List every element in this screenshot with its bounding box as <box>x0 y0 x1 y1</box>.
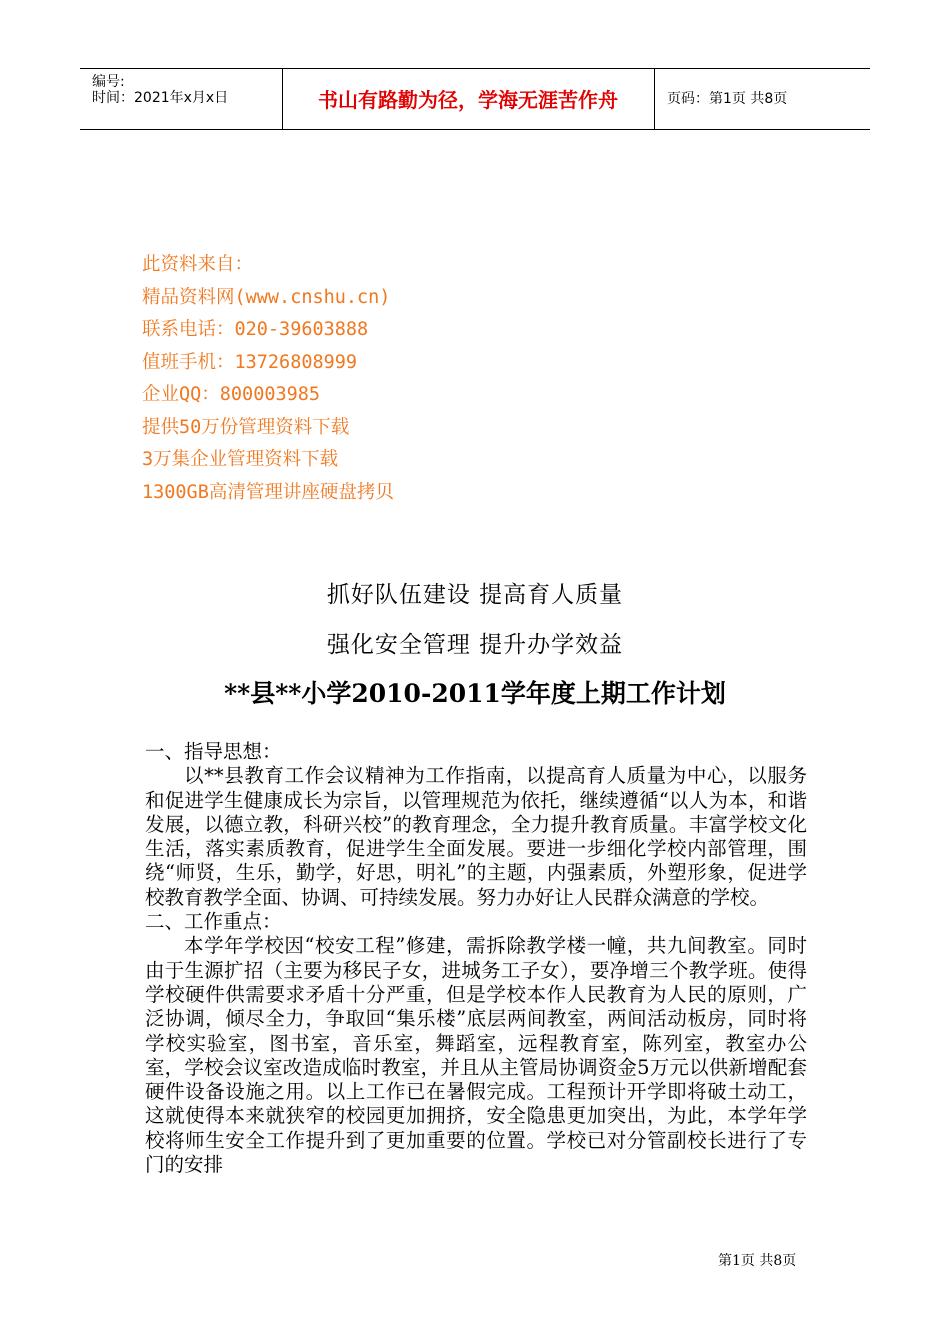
section-paragraph: 本学年学校因“校安工程”修建，需拆除教学楼一幢，共九间教室。同时由于生源扩招（主要为移民子女，进城务工子女），要净增三个教学班。使得学校硬件供需要求矛盾十分严重，但是学校本作人民教育为人民的原则，广泛协调，倾尽全力，争取回“集乐楼”底层两间教室，两间活动板房，同时将学校实验室，图书室，音乐室，舞蹈室，远程教育室，陈列室，教室办公室，学校会议室改造成临时教室，并且从主管局协调资金5万元以供新增配套硬件设备设施之用。以上工作已在暑假完成。工程预计开学即将破土动工，这就使得本来就狭窄的校园更加拥挤，安全隐患更加突出，为此，本学年学校将师生安全工作提升到了更加重要的位置。学校已对分管副校长进行了专门的安排 <box>145 934 807 1177</box>
source-line: 此资料来自： <box>142 254 254 275</box>
header-left-cell <box>80 69 283 129</box>
source-line: 值班手机：13726808999 <box>142 351 358 373</box>
document-title: **县**小学2010-2011学年度上期工作计划 <box>224 679 726 708</box>
page-header <box>80 68 870 130</box>
header-page-number: 页码：第1页 共8页 <box>667 91 788 107</box>
source-line: 精品资料网(www.cnshu.cn) <box>142 286 391 308</box>
header-motto: 书山有路勤为径，学海无涯苦作舟 <box>318 88 618 112</box>
header-center-cell <box>282 69 655 129</box>
section-paragraph: 以**县教育工作会议精神为工作指南，以提高育人质量为中心，以服务和促进学生健康成长为宗旨，以管理规范为依托，继续遵循“以人为本，和谐发展，以德立教，科研兴校”的教育理念，全力提升教育质量。丰富学校文化生活，落实素质教育，促进学生全面发展。要进一步细化学校内部管理，围绕“师贤，生乐，勤学，好思，明礼”的主题，内强素质，外塑形象，促进学校教育教学全面、协调、可持续发展。努力办好让人民群众满意的学校。 <box>145 764 807 909</box>
page-footer: 第1页 共8页 <box>718 1253 797 1269</box>
header-right-cell <box>655 69 870 129</box>
source-line: 1300GB高清管理讲座硬盘拷贝 <box>142 481 394 503</box>
subtitle-line-2: 强化安全管理 提升办学效益 <box>326 632 624 658</box>
subtitle-line-1: 抓好队伍建设 提高育人质量 <box>326 582 624 608</box>
document-body <box>145 740 807 1177</box>
section-heading: 二、工作重点： <box>145 910 282 934</box>
source-line: 3万集企业管理资料下载 <box>142 449 339 470</box>
source-info-block <box>142 252 394 512</box>
source-line: 联系电话：020-39603888 <box>142 319 369 340</box>
source-line: 企业QQ：800003985 <box>142 384 321 405</box>
document-number-label: 编号: <box>92 74 125 90</box>
document-date: 时间：2021年x月x日 <box>92 90 229 106</box>
section-heading: 一、指导思想： <box>145 740 282 763</box>
source-line: 提供50万份管理资料下载 <box>142 416 350 438</box>
